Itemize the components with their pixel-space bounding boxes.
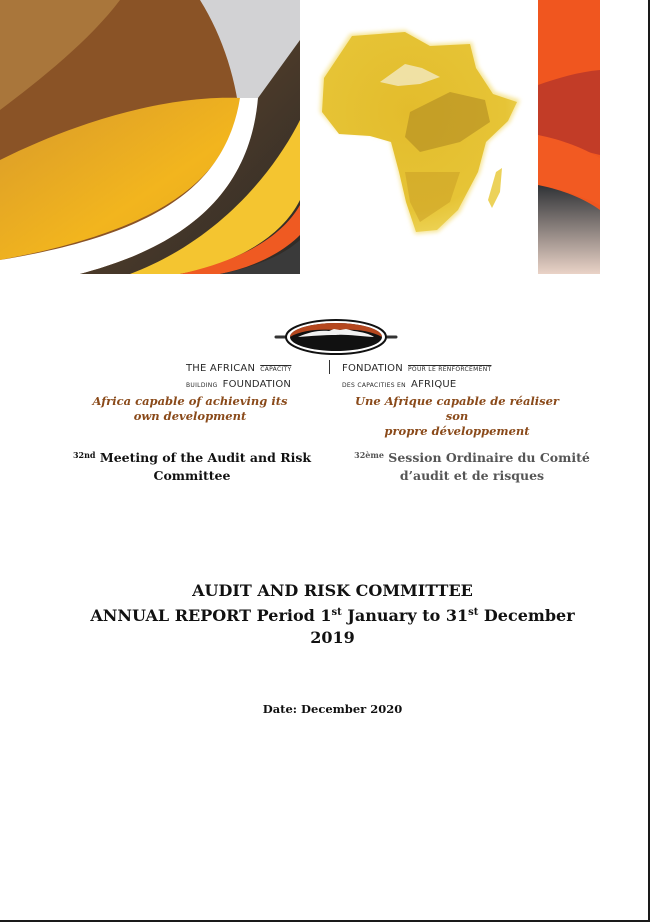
meeting-heading-english [62, 446, 322, 485]
logo-fr-line1-small: POUR LE RENFORCEMENT [408, 366, 492, 373]
tagline-fr-line2: propre développement [384, 424, 530, 438]
logo-en-line1: THE AFRICAN [186, 363, 256, 374]
tagline-french [342, 394, 572, 439]
tagline-english [75, 394, 305, 424]
title-line1: AUDIT AND RISK COMMITTEE [192, 581, 473, 600]
meeting-fr-ordinal: ème [365, 450, 384, 460]
banner-right-strip-image [538, 0, 600, 274]
logo-fr-line2-small: DES CAPACITIES EN [342, 382, 406, 389]
tagline-en-line1: Africa capable of achieving its [92, 394, 288, 408]
logo-en-line2-small: BUILDING [186, 382, 218, 389]
title-line2-part-a: ANNUAL REPORT Period 1 [90, 606, 332, 625]
tagline-fr-line1: Une Afrique capable de réaliser son [355, 394, 559, 423]
title-line2-part-c: December [478, 606, 575, 625]
title-sup-2: st [468, 607, 479, 618]
meeting-fr-number: 32 [354, 450, 366, 460]
title-line3: 2019 [310, 628, 355, 647]
report-title [60, 580, 605, 649]
title-sup-1: st [331, 607, 342, 618]
swirl-graphic-icon [0, 0, 300, 274]
tagline-en-line2: own development [133, 409, 247, 423]
kilimanjaro-emblem-icon [274, 318, 398, 356]
orange-strip-icon [538, 0, 600, 274]
meeting-fr-line2: d’audit et de risques [399, 468, 545, 483]
meeting-heading-french [342, 446, 602, 485]
meeting-en-number: 32 [72, 450, 85, 460]
acbf-logo [186, 318, 492, 390]
meeting-en-ordinal: nd [84, 450, 96, 460]
banner-left-swirl-image [0, 0, 300, 274]
logo-en-line2: FOUNDATION [222, 379, 292, 390]
logo-en-line1-small: CAPACITY [260, 366, 292, 373]
meeting-en-line2: Committee [153, 468, 231, 483]
logo-text-french [342, 358, 492, 390]
meeting-en-line1: Meeting of the Audit and Risk [95, 450, 312, 465]
logo-fr-line1: FONDATION [342, 363, 403, 374]
meeting-fr-line1: Session Ordinaire du Comité [383, 450, 590, 465]
africa-map-image [310, 22, 532, 242]
title-line2-part-b: January to 31 [341, 606, 469, 625]
logo-text-english [186, 358, 321, 390]
logo-fr-line2: AFRIQUE [411, 379, 457, 390]
report-date: Date: December 2020 [262, 702, 403, 716]
logo-divider [329, 360, 330, 374]
title-line2 [60, 602, 605, 627]
africa-map-icon [310, 22, 532, 242]
